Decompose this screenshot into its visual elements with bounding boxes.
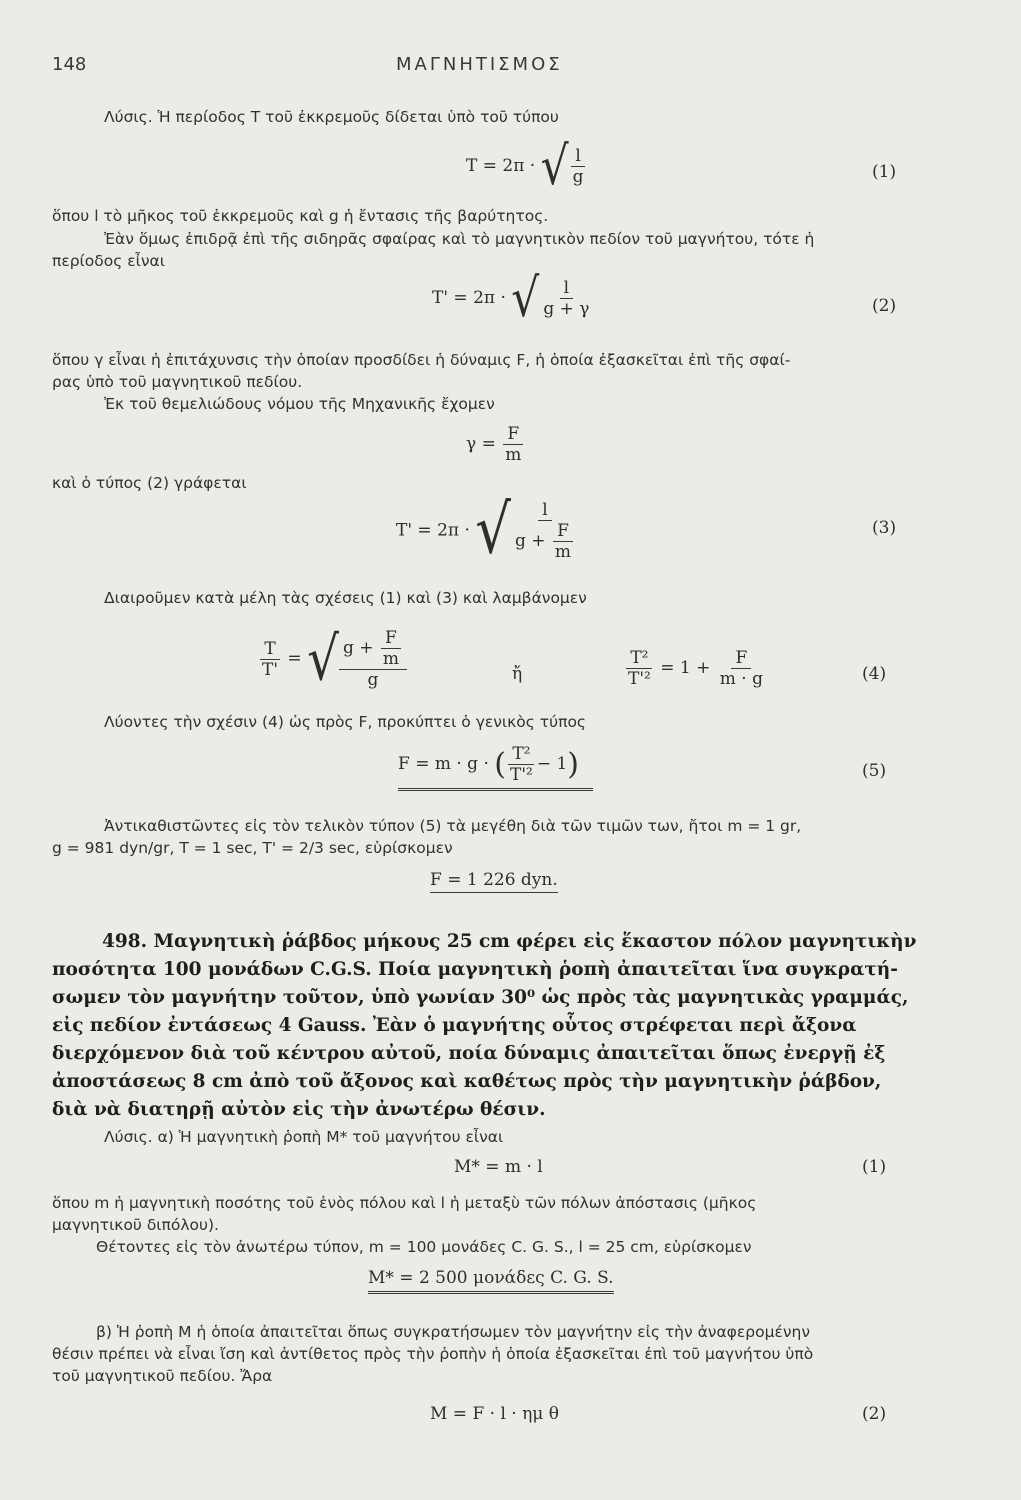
running-title: ΜΑΓΝΗΤΙΣΜΟΣ (396, 54, 563, 75)
equation-gamma: γ = $\frac{F}{m}$ (466, 424, 522, 465)
problem-line: διερχόμενον διὰ τοῦ κέντρου αὐτοῦ, ποία δύναμις ἀπαιτεῖται ὅπως ἐνεργῇ ἐξ (52, 1043, 886, 1064)
problem-line: σωμεν τὸν μαγνήτην τοῦτον, ὑπὸ γωνίαν 30⁰ ὡς πρὸς τὰς μαγνητικὰς γραμμάς, (52, 987, 909, 1008)
problem-line: ἀποστάσεως 8 cm ἀπὸ τοῦ ἄξονος καὶ καθέτως πρὸς τὴν μαγνητικὴν ῥάβδον, (52, 1071, 882, 1092)
text-line: Διαιροῦμεν κατὰ μέλη τὰς σχέσεις (1) καὶ (3) καὶ λαμβάνομεν (104, 589, 587, 607)
text-line: ρας ὑπὸ τοῦ μαγνητικοῦ πεδίου. (52, 373, 303, 391)
text-line: Λύοντες τὴν σχέσιν (4) ὡς πρὸς F, προκύπτει ὁ γενικὸς τύπος (104, 713, 587, 731)
text-line: καὶ ὁ τύπος (2) γράφεται (52, 474, 247, 492)
problem-498 (52, 928, 916, 1124)
equation-4-left: $\frac{T}{T'}$ = √ g + $\frac{F}{m}$ g (258, 628, 407, 690)
result: F = 1 226 dyn. (430, 870, 558, 893)
text-line: Ἐὰν ὅμως ἐπιδρᾷ ἐπὶ τῆς σιδηρᾶς σφαίρας καὶ τὸ μαγνητικὸν πεδίον τοῦ μαγνήτου, τότε ἡ (104, 230, 815, 248)
text-line: ὅπου l τὸ μῆκος τοῦ ἐκκρεμοῦς καὶ g ἡ ἔντασις τῆς βαρύτητος. (52, 207, 549, 225)
text-line: Θέτοντες εἰς τὸν ἀνωτέρω τύπον, m = 100 μονάδες C. G. S., l = 25 cm, εὑρίσκομεν (96, 1238, 752, 1256)
equation-m1: M* = m · l (454, 1157, 543, 1177)
equation-1: T = 2π · √ $\frac{l}{g}$ (466, 135, 584, 197)
text-line: περίοδος εἶναι (52, 252, 166, 270)
solution-intro: Λύσις. α) Ἡ μαγνητικὴ ῥοπὴ Μ* τοῦ μαγνήτου εἶναι (104, 1128, 504, 1146)
equation-label: (3) (872, 518, 897, 538)
solution-intro: Λύσις. Ἡ περίοδος Τ τοῦ ἐκκρεμοῦς δίδεται ὑπὸ τοῦ τύπου (104, 108, 559, 126)
problem-line: εἰς πεδίον ἐντάσεως 4 Gauss. Ἐὰν ὁ μαγνήτης οὗτος στρέφεται περὶ ἄξονα (52, 1015, 857, 1036)
equation-2: T' = 2π · √ $\frac{l}{g + \gamma}$ (432, 267, 590, 329)
text-line: Ἐκ τοῦ θεμελιώδους νόμου τῆς Μηχανικῆς ἔχομεν (104, 395, 495, 413)
text-line: μαγνητικοῦ διπόλου). (52, 1216, 219, 1234)
problem-line: διὰ νὰ διατηρῇ αὐτὸν εἰς τὴν ἀνωτέρω θέσιν. (52, 1099, 546, 1120)
equation-label: (2) (872, 296, 897, 316)
text-line: Ἀντικαθιστῶντες εἰς τὸν τελικὸν τύπον (5) τὰ μεγέθη διὰ τῶν τιμῶν των, ἤτοι m = 1 gr, (104, 817, 802, 835)
equation-label: (2) (862, 1404, 887, 1424)
equation-4-right: $\frac{\text{T²}}{\text{T'²}}$ = 1 + $\frac{F}{m \cdot g}$ (628, 648, 763, 689)
text-line: τοῦ μαγνητικοῦ πεδίου. Ἄρα (52, 1367, 273, 1385)
equation-label: (4) (862, 664, 887, 684)
equation-5: F = m · g · ( $\frac{\text{T²}}{\text{T'²}}$ − 1) (398, 744, 593, 791)
or-word: ἤ (512, 664, 523, 684)
equation-label: (1) (862, 1157, 887, 1177)
equation-label: (1) (872, 162, 897, 182)
text-line: β) Ἡ ῥοπὴ Μ ἡ ὁποία ἀπαιτεῖται ὅπως συγκρατήσωμεν τὸν μαγνήτην εἰς τὴν ἀναφερομένην (96, 1323, 810, 1341)
text-line: ὅπου m ἡ μαγνητικὴ ποσότης τοῦ ἑνὸς πόλου καὶ l ἡ μεταξὺ τῶν πόλων ἀπόστασις (μῆκος (52, 1194, 757, 1212)
equation-3: T' = 2π · √ l g + $\frac{F}{m}$ (396, 491, 572, 570)
text-line: g = 981 dyn/gr, T = 1 sec, T' = 2/3 sec, εὑρίσκομεν (52, 839, 453, 857)
result: M* = 2 500 μονάδες C. G. S. (368, 1268, 614, 1294)
page-number: 148 (52, 54, 87, 75)
problem-line: ποσότητα 100 μονάδων C.G.S. Ποία μαγνητικὴ ῥοπὴ ἀπαιτεῖται ἵνα συγκρατή- (52, 959, 898, 980)
equation-label: (5) (862, 761, 887, 781)
problem-line: 498. Μαγνητικὴ ῥάβδος μήκους 25 cm φέρει εἰς ἕκαστον πόλον μαγνητικὴν (102, 931, 917, 952)
text-line: ὅπου γ εἶναι ἡ ἐπιτάχυνσις τὴν ὁποίαν προσδίδει ἡ δύναμις F, ἡ ὁποία ἐξασκεῖται ἐπὶ τῆς σφαί- (52, 351, 791, 369)
text-line: θέσιν πρέπει νὰ εἶναι ἴση καὶ ἀντίθετος πρὸς τὴν ῥοπὴν ἡ ὁποία ἐξασκεῖται ἐπὶ τοῦ μαγνήτου ὑπὸ (52, 1345, 814, 1363)
equation-m2: M = F · l · ημ θ (430, 1404, 559, 1424)
